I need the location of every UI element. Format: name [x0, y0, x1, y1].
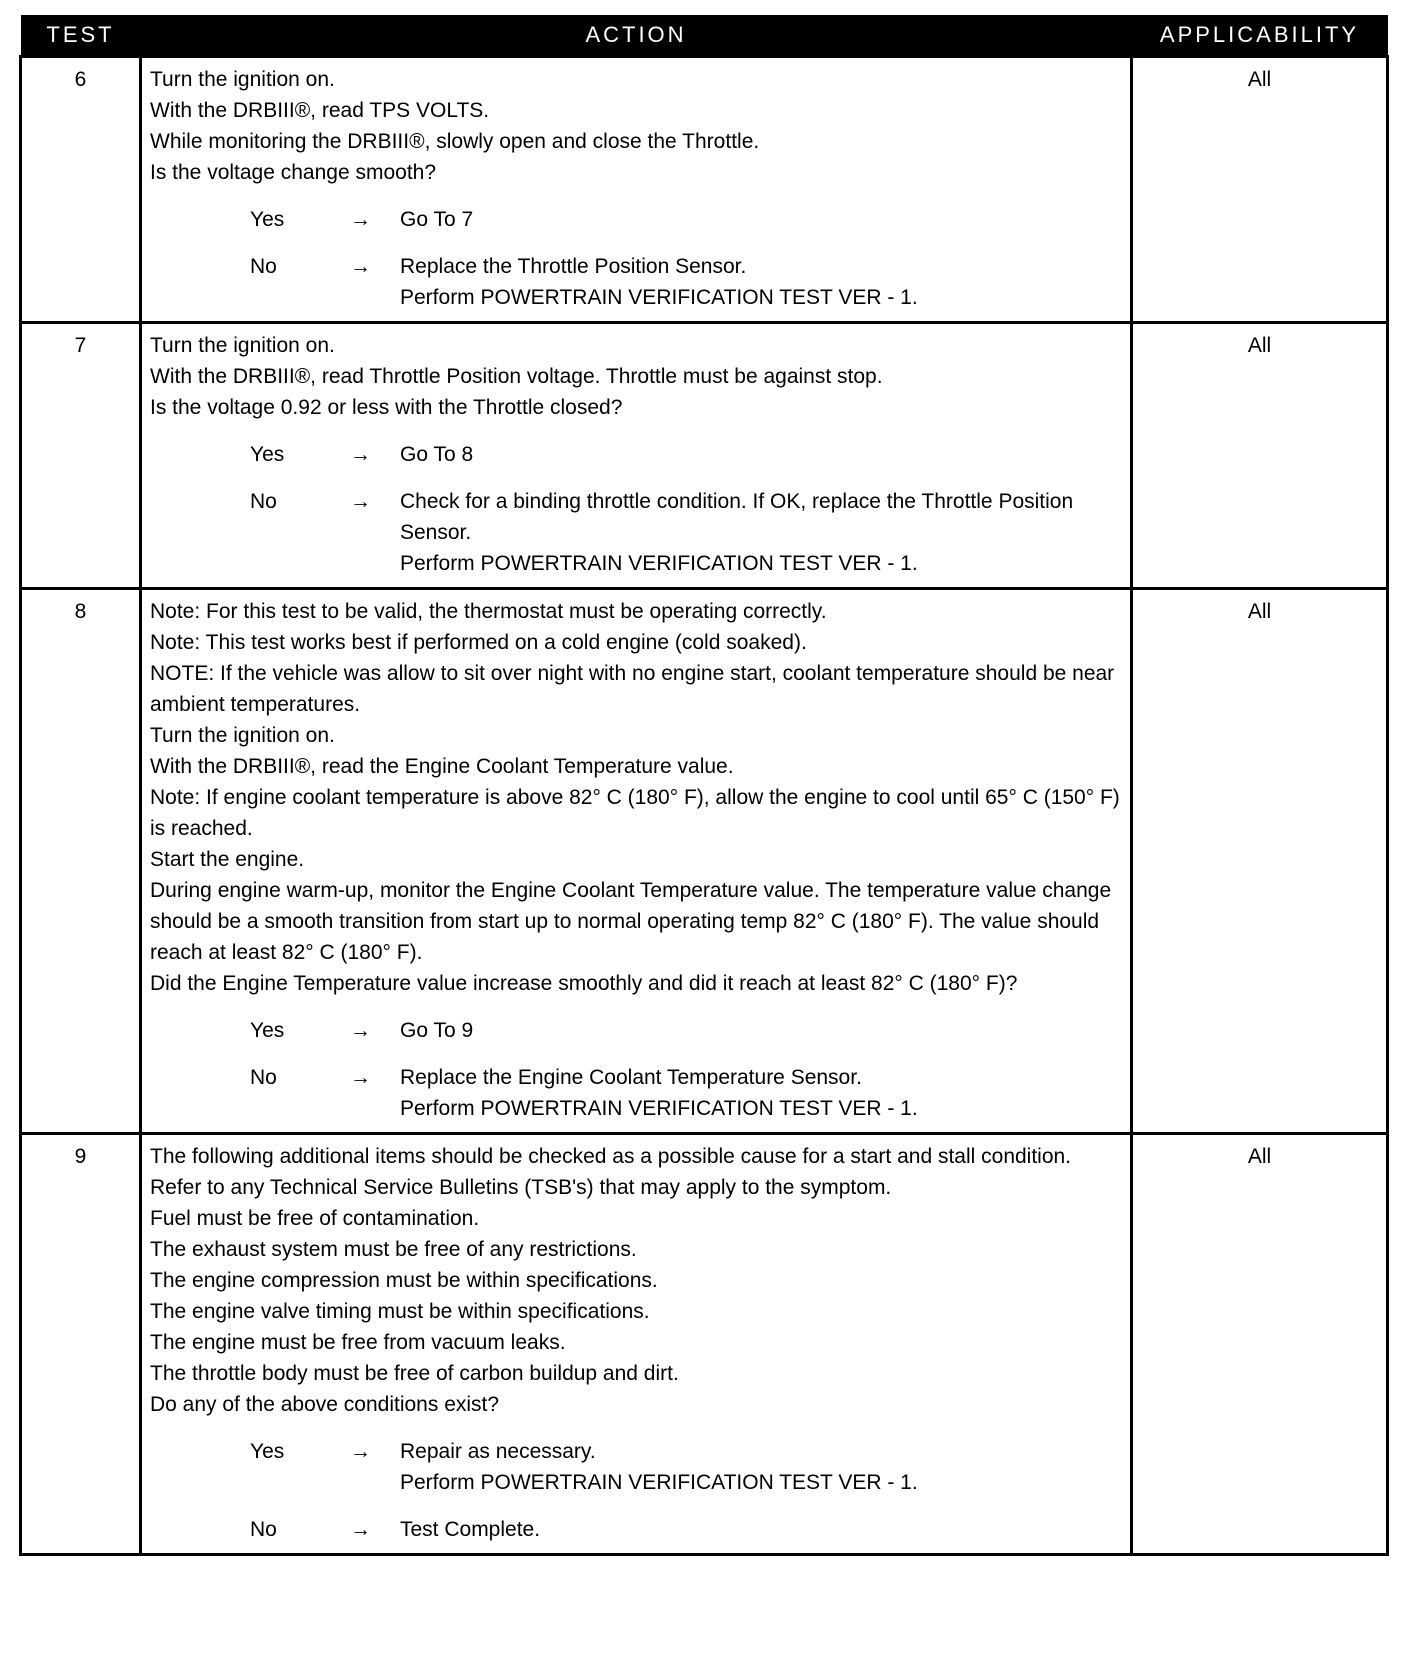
header-row [21, 15, 1388, 57]
action-cell [141, 589, 1132, 1134]
result-line: Perform POWERTRAIN VERIFICATION TEST VER - 1. [400, 552, 918, 575]
applicability: All [1132, 323, 1388, 589]
action-line: NOTE: If the vehicle was allow to sit over night with no engine start, coolant temperature should be near ambient temperatures. [150, 662, 1121, 716]
result-line: Perform POWERTRAIN VERIFICATION TEST VER - 1. [400, 1097, 918, 1120]
arrow-right-icon: → [350, 1066, 371, 1089]
applicability: All [1132, 589, 1388, 1134]
action-line: While monitoring the DRBIII®, slowly open and close the Throttle. [150, 130, 760, 153]
arrow-right-icon: → [350, 490, 371, 513]
answer-result [400, 486, 1122, 579]
result-line: Replace the Throttle Position Sensor. [400, 255, 747, 278]
action-line: The following additional items should be checked as a possible cause for a start and stall condition. [150, 1145, 1072, 1168]
answer-yes [250, 439, 1122, 470]
answer-result [400, 1015, 1122, 1046]
action-line: Do any of the above conditions exist? [150, 1393, 500, 1416]
result-line: Replace the Engine Coolant Temperature Sensor. [400, 1066, 862, 1089]
result-line: Go To 8 [400, 443, 474, 466]
result-line: Perform POWERTRAIN VERIFICATION TEST VER - 1. [400, 1471, 918, 1494]
answer-no [250, 486, 1122, 579]
action-line: Did the Engine Temperature value increase smoothly and did it reach at least 82° C (180° F)? [150, 972, 1018, 995]
answer-label: No [250, 1066, 277, 1089]
arrow-right-icon: → [350, 255, 371, 278]
arrow-right-icon: → [350, 443, 371, 466]
test-number: 7 [21, 323, 141, 589]
action-line: Is the voltage change smooth? [150, 161, 437, 184]
test-number: 6 [21, 57, 141, 323]
answer-label: Yes [250, 443, 285, 466]
answer-no [250, 1514, 1122, 1545]
answer-result [400, 1436, 1122, 1498]
result-line: Go To 9 [400, 1019, 474, 1042]
action-line: Fuel must be free of contamination. [150, 1207, 480, 1230]
action-line: The engine must be free from vacuum leaks. [150, 1331, 566, 1354]
action-line: The throttle body must be free of carbon buildup and dirt. [150, 1362, 679, 1385]
answer-yes [250, 1436, 1122, 1498]
diagnostic-test-table [19, 15, 1389, 1556]
arrow-right-icon: → [350, 208, 371, 231]
answer-label: No [250, 255, 277, 278]
header-test: TEST [21, 15, 141, 57]
header-action: ACTION [141, 15, 1132, 57]
test-row [21, 589, 1388, 1134]
answer-yes [250, 1015, 1122, 1046]
result-line: Test Complete. [400, 1518, 541, 1541]
action-line: Is the voltage 0.92 or less with the Throttle closed? [150, 396, 623, 419]
action-line: With the DRBIII®, read Throttle Position voltage. Throttle must be against stop. [150, 365, 883, 388]
test-row [21, 57, 1388, 323]
arrow-right-icon: → [350, 1440, 371, 1463]
answer-label: Yes [250, 208, 285, 231]
action-cell [141, 1134, 1132, 1555]
action-cell [141, 323, 1132, 589]
action-line: Turn the ignition on. [150, 68, 335, 91]
action-cell [141, 57, 1132, 323]
answer-label: No [250, 1518, 277, 1541]
answer-yes [250, 204, 1122, 235]
result-line: Go To 7 [400, 208, 474, 231]
answer-result [400, 251, 1122, 313]
applicability: All [1132, 57, 1388, 323]
result-line: Repair as necessary. [400, 1440, 596, 1463]
action-line: Start the engine. [150, 848, 305, 871]
action-line: The engine valve timing must be within specifications. [150, 1300, 650, 1323]
answer-label: Yes [250, 1440, 285, 1463]
answer-result [400, 204, 1122, 235]
test-number: 9 [21, 1134, 141, 1555]
test-number: 8 [21, 589, 141, 1134]
arrow-right-icon: → [350, 1518, 371, 1541]
action-line: Note: If engine coolant temperature is above 82° C (180° F), allow the engine to cool until 65° C (150° F) is reached. [150, 786, 1126, 840]
answer-result [400, 1062, 1122, 1124]
action-line: The exhaust system must be free of any restrictions. [150, 1238, 637, 1261]
action-line: With the DRBIII®, read the Engine Coolant Temperature value. [150, 755, 734, 778]
answer-label: Yes [250, 1019, 285, 1042]
test-row [21, 323, 1388, 589]
action-line: During engine warm-up, monitor the Engine Coolant Temperature value. The temperature value change should be a smooth transition from start up to normal operating temp 82° C (180° F). The value should reach at least 82° C (180° F). [150, 879, 1117, 964]
header-applicability: APPLICABILITY [1132, 15, 1388, 57]
action-line: Turn the ignition on. [150, 724, 335, 747]
action-line: The engine compression must be within specifications. [150, 1269, 658, 1292]
action-line: With the DRBIII®, read TPS VOLTS. [150, 99, 490, 122]
answer-no [250, 1062, 1122, 1124]
action-line: Note: This test works best if performed on a cold engine (cold soaked). [150, 631, 807, 654]
answer-result [400, 1514, 1122, 1545]
action-line: Turn the ignition on. [150, 334, 335, 357]
result-line: Perform POWERTRAIN VERIFICATION TEST VER - 1. [400, 286, 918, 309]
applicability: All [1132, 1134, 1388, 1555]
action-line: Note: For this test to be valid, the thermostat must be operating correctly. [150, 600, 827, 623]
answer-no [250, 251, 1122, 313]
action-line: Refer to any Technical Service Bulletins (TSB's) that may apply to the symptom. [150, 1176, 892, 1199]
answer-result [400, 439, 1122, 470]
test-row [21, 1134, 1388, 1555]
result-line: Check for a binding throttle condition. If OK, replace the Throttle Position Sensor. [400, 490, 1074, 544]
answer-label: No [250, 490, 277, 513]
arrow-right-icon: → [350, 1019, 371, 1042]
